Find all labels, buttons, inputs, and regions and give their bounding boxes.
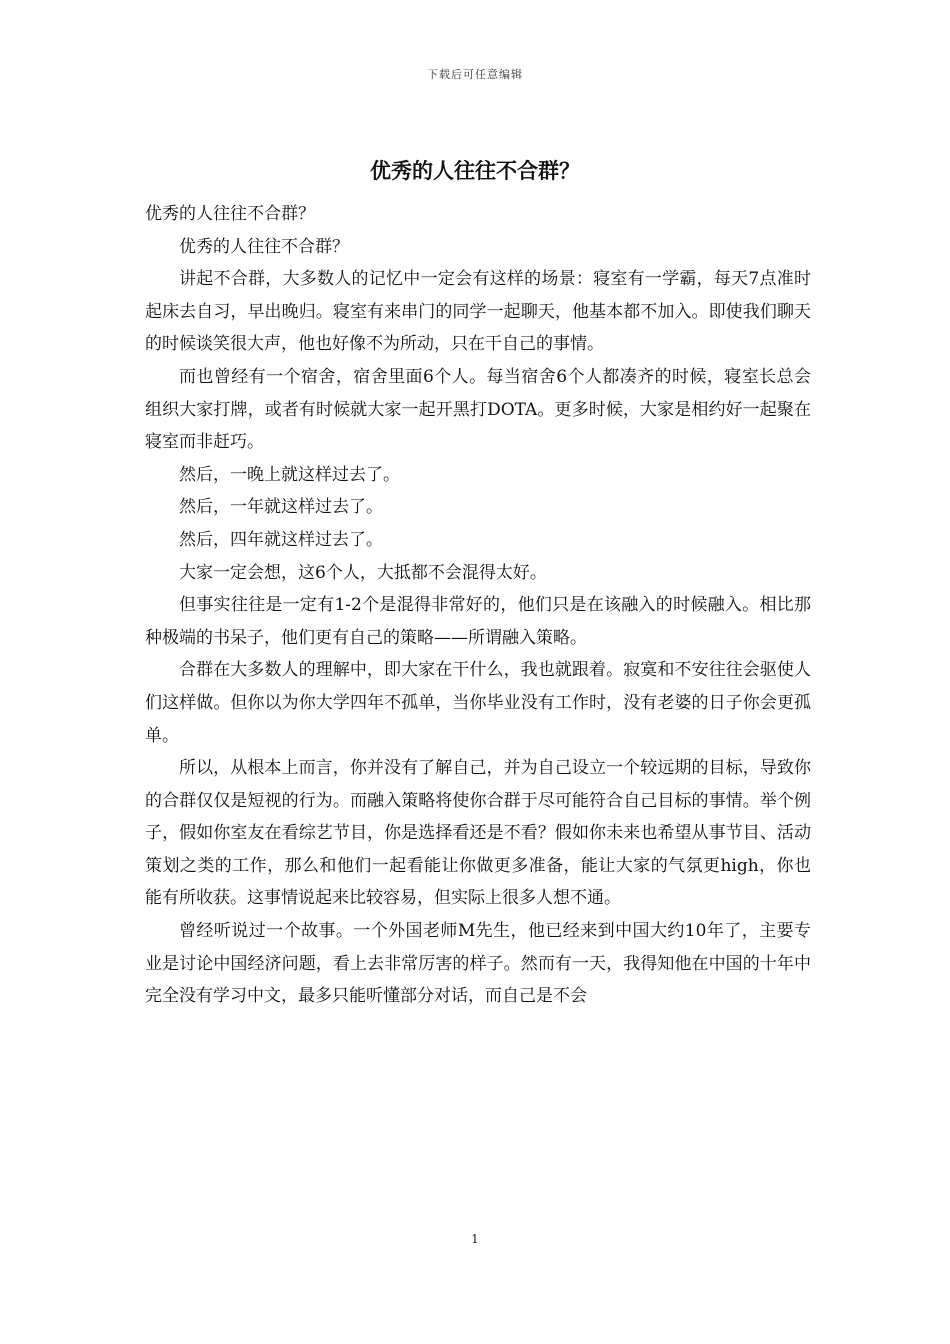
body-paragraph: 然后，四年就这样过去了。 [179,529,383,550]
body-paragraph: 讲起不合群，大多数人的记忆中一定会有这样的场景：寝室有一学霸，每天7点准时起床去自习，早出晚归。寝室有来串门的同学一起聊天，他基本都不加入。即使我们聊天的时候谈笑很大声，他也好像不为所动，只在干自己的事情。 [145,269,811,355]
body-paragraph: 而也曾经有一个宿舍，宿舍里面6个人。每当宿舍6个人都凑齐的时候，寝室长总会组织大家打牌，或者有时候就大家一起开黑打DOTA。更多时候，大家是相约好一起聚在寝室而非赶巧。 [145,366,811,453]
body-paragraph: 但事实往往是一定有1-2个是混得非常好的，他们只是在该融入的时候融入。相比那种极端的书呆子，他们更有自己的策略——所谓融入策略。 [145,595,811,648]
body-paragraph: 优秀的人往往不合群？ [179,236,349,257]
body-paragraph: 所以，从根本上而言，你并没有了解自己，并为自己设立一个较远期的目标，导致你的合群仅仅是短视的行为。而融入策略将使你合群于尽可能符合自己目标的事情。举个例子，假如你室友在看综艺节目，你是选择看还是不看？假如你未来也希望从事节目、活动策划之类的工作，那么和他们一起看能让你做更多准备，能让大家的气氛更high，你也能有所收获。这事情说起来比较容易，但实际上很多人想不通。 [145,758,811,909]
body-paragraph: 优秀的人往往不合群？ [145,204,315,224]
body-paragraph: 然后，一年就这样过去了。 [179,497,383,518]
body-paragraph: 然后，一晚上就这样过去了。 [179,464,400,485]
page-header-note: 下载后可任意编辑 [427,68,523,81]
page-number: 1 [471,1232,479,1246]
document-body [145,198,811,1013]
body-paragraph: 合群在大多数人的理解中，即大家在干什么，我也就跟着。寂寞和不安往往会驱使人们这样做。但你以为你大学四年不孤单，当你毕业没有工作时，没有老婆的日子你会更孤单。 [145,660,811,746]
body-paragraph: 大家一定会想，这6个人，大抵都不会混得太好。 [179,562,547,583]
document-title: 优秀的人往往不合群？ [370,158,580,183]
body-paragraph: 曾经听说过一个故事。一个外国老师M先生，他已经来到中国大约10年了，主要专业是讨论中国经济问题，看上去非常厉害的样子。然而有一天，我得知他在中国的十年中完全没有学习中文，最多只能听懂部分对话，而自己是不会 [145,921,811,1007]
